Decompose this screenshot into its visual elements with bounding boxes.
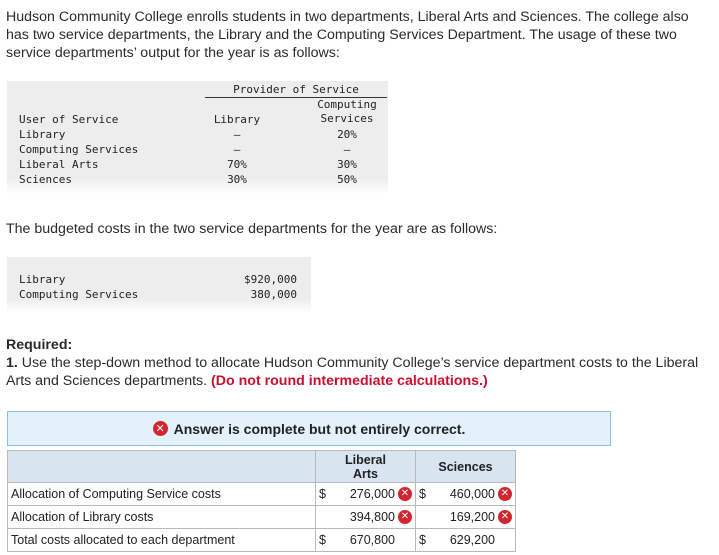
liberal-arts-total: 670,800 [349,533,395,547]
incorrect-x-icon: ✕ [498,487,512,501]
required-title: Required: [6,337,73,353]
liberal-arts-value[interactable]: 394,800 [349,510,395,524]
usage-row-library: – [233,143,241,156]
usage-row-label: Library [19,128,66,141]
liberal-arts-cell[interactable] [316,506,416,529]
x-circle-icon: ✕ [153,421,168,436]
answer-row-label: Allocation of Computing Service costs [8,483,316,506]
usage-row-computing: 30% [337,158,357,171]
budget-intro: The budgeted costs in the two service departments for the year are as follows: [6,221,498,237]
table-row [8,506,516,529]
liberal-header-line2: Arts [352,466,378,481]
usage-row-label: Computing Services [19,143,139,156]
required-number: 1. [6,355,18,371]
usage-row-computing: 20% [337,128,357,141]
sciences-header: Sciences [416,451,516,483]
usage-row-library: 30% [227,173,247,186]
provider-header: Provider of Service [205,83,387,98]
sciences-cell[interactable] [416,506,516,529]
budget-row-label: Computing Services [19,288,139,301]
liberal-arts-total-cell [316,529,416,552]
computing-header-line1: Computing [317,98,377,111]
problem-intro: Hudson Community College enrolls students in two departments, Liberal Arts and Sciences. The college also has two service departments, the Library and the Computing Services Department. The usage of these two service departments’ output for the year is as follows: [6,9,689,61]
table-row [8,529,516,552]
library-header: Library [213,113,261,126]
dollar-sign: $ [319,487,326,501]
sciences-value[interactable]: 169,200 [449,510,495,524]
incorrect-x-icon: ✕ [498,510,512,524]
answer-status-text: Answer is complete but not entirely correct. [173,420,466,437]
incorrect-x-icon: ✕ [398,487,412,501]
answer-table [7,450,516,552]
dollar-sign: $ [419,533,426,547]
budget-row-amount: $920,000 [244,273,297,286]
usage-row-library: – [233,128,241,141]
liberal-arts-cell[interactable] [316,483,416,506]
sciences-total-cell [416,529,516,552]
liberal-header-line1: Liberal [345,452,386,467]
required-instruction [6,354,716,390]
usage-table [7,81,388,194]
answer-header-blank [8,451,316,483]
answer-header-row [8,451,516,483]
dollar-sign: $ [419,487,426,501]
usage-row-computing: 50% [337,173,357,186]
budget-table [7,257,311,312]
usage-row-library: 70% [227,158,247,171]
liberal-arts-value[interactable]: 276,000 [349,487,395,501]
required-note: (Do not round intermediate calculations.) [211,373,488,389]
answer-row-label: Allocation of Library costs [8,506,316,529]
sciences-total: 629,200 [449,533,495,547]
answer-status-banner [7,411,611,446]
computing-header-line2: Services [320,112,374,125]
usage-row-label: Liberal Arts [19,158,99,171]
table-row [8,483,516,506]
user-header: User of Service [19,113,119,126]
usage-row-label: Sciences [19,173,72,186]
answer-row-label: Total costs allocated to each department [8,529,316,552]
usage-row-computing: – [343,143,351,156]
sciences-cell[interactable] [416,483,516,506]
liberal-arts-header [316,451,416,483]
budget-row-label: Library [19,273,66,286]
required-section [6,336,716,390]
budget-row-amount: 380,000 [250,288,297,301]
required-text: Use the step-down method to allocate Hudson Community College’s service department costs to the Liberal Arts and Sciences departments. [6,355,699,389]
incorrect-x-icon: ✕ [398,510,412,524]
sciences-value[interactable]: 460,000 [449,487,495,501]
dollar-sign: $ [319,533,326,547]
